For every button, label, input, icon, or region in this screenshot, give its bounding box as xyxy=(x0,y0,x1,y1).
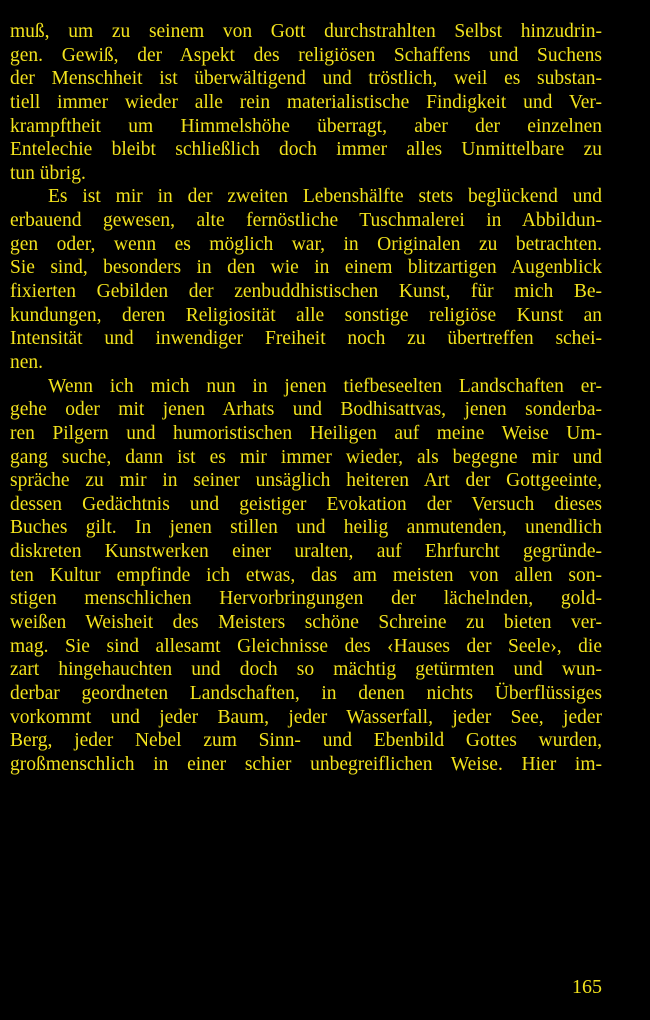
text-line: gen oder, wenn es möglich war, in Originalen zu betrachten. xyxy=(10,233,602,255)
text-line: Intensität und inwendiger Freiheit noch zu übertreffen schei- xyxy=(10,328,602,350)
text-line: gang suche, dann ist es mir immer wieder, als begegne mir und xyxy=(10,446,602,468)
paragraph-1 xyxy=(10,20,602,185)
text-line: stigen menschlichen Hervorbringungen der lächelnden, gold- xyxy=(10,588,602,610)
paragraph-2 xyxy=(10,185,602,374)
text-line: nen. xyxy=(10,351,44,373)
text-line: krampftheit um Himmelshöhe überragt, aber der einzelnen xyxy=(10,115,602,137)
text-line: derbar geordneten Landschaften, in denen nichts Überflüssiges xyxy=(10,682,602,704)
text-line: muß, um zu seinem von Gott durchstrahlten Selbst hinzudrin- xyxy=(10,21,602,42)
text-line: großmenschlich in einer schier unbegreiflichen Weise. Hier im- xyxy=(10,753,602,775)
text-line: der Menschheit ist überwältigend und tröstlich, weil es substan- xyxy=(10,68,602,90)
text-line: zart hingehauchten und doch so mächtig getürmten und wun- xyxy=(10,659,602,681)
text-line: dessen Gedächtnis und geistiger Evokation der Versuch dieses xyxy=(10,493,602,515)
text-line: tiell immer wieder alle rein materialistische Findigkeit und Ver- xyxy=(10,91,602,113)
text-line: spräche zu mir in seiner unsäglich heiteren Art der Gottgeeinte, xyxy=(10,470,602,492)
page-number: 165 xyxy=(572,976,602,998)
text-line: weißen Weisheit des Meisters schöne Schreine zu bieten ver- xyxy=(10,612,602,634)
text-line: Wenn ich mich nun in jenen tiefbeseelten Landschaften er- xyxy=(48,375,602,397)
paragraph-3 xyxy=(10,375,602,777)
text-line: diskreten Kunstwerken einer uralten, auf Ehrfurcht gegründe- xyxy=(10,541,602,563)
text-line: Berg, jeder Nebel zum Sinn- und Ebenbild Gottes wurden, xyxy=(10,730,602,752)
text-line: ren Pilgern und humoristischen Heiligen auf meine Weise Um- xyxy=(10,422,602,444)
text-line: ten Kultur empfinde ich etwas, das am meisten von allen son- xyxy=(10,564,602,586)
body-text xyxy=(10,20,602,777)
text-line: mag. Sie sind allesamt Gleichnisse des ‹Hauses der Seele›, die xyxy=(10,635,602,657)
text-line: gen. Gewiß, der Aspekt des religiösen Schaffens und Suchens xyxy=(10,44,602,66)
text-line: fixierten Gebilden der zenbuddhistischen Kunst, für mich Be- xyxy=(10,281,602,303)
text-line: tun übrig. xyxy=(10,162,86,184)
text-line: Es ist mir in der zweiten Lebenshälfte stets beglückend und xyxy=(48,186,602,208)
text-line: erbauend gewesen, alte fernöstliche Tuschmalerei in Abbildun- xyxy=(10,210,602,232)
text-line: kundungen, deren Religiosität alle sonstige religiöse Kunst an xyxy=(10,304,602,326)
text-line: Sie sind, besonders in den wie in einem blitzartigen Augenblick xyxy=(10,257,602,279)
text-line: Buches gilt. In jenen stillen und heilig anmutenden, unendlich xyxy=(10,517,602,539)
text-line: vorkommt und jeder Baum, jeder Wasserfall, jeder See, jeder xyxy=(10,706,602,728)
text-line: Entelechie bleibt schließlich doch immer alles Unmittelbare zu xyxy=(10,139,602,161)
text-line: gehe oder mit jenen Arhats und Bodhisattvas, jenen sonderba- xyxy=(10,399,602,421)
